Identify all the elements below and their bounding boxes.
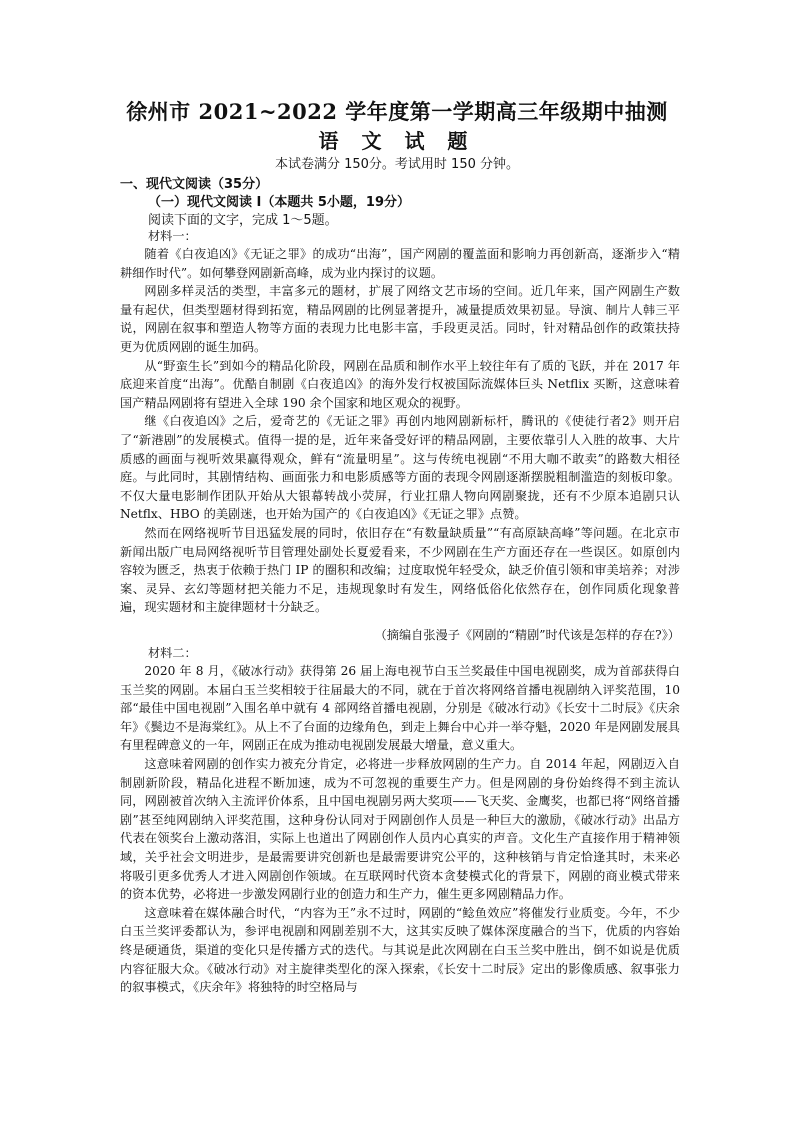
- material-one-paragraph: 随着《白夜追凶》《无证之罪》的成功“出海”，国产网剧的覆盖面和影响力再创新高，逐渐步入“精耕细作时代”。如何攀登网剧新高峰，成为业内探讨的议题。: [120, 247, 680, 280]
- section-heading: 一、现代文阅读（35分）: [120, 177, 269, 192]
- material-two-paragraph: 这意味着在媒体融合时代，“内容为王”永不过时，网剧的“鲶鱼效应”将催发行业质变。今年，不少白玉兰奖评委都认为，参评电视剧和网剧差别不大，这其实反映了媒体深度融合的当下，优质的内容始终是硬通货，渠道的变化只是传播方式的迭代。与其说是此次网剧在白玉兰奖中胜出，倒不如说是优质内容征服大众。《破冰行动》对主旋律类型化的深入探索，《长安十二时辰》定出的影像质感、叙事张力的叙事模式，《庆余年》将独特的时空格局与: [120, 905, 680, 995]
- material-one-paragraph: 然而在网络视听节目迅猛发展的同时，依旧存在“有数量缺质量”“有高原缺高峰”等问题。在北京市新闻出版广电局网络视听节目管理处副处长夏爱看来，不少网剧在生产方面还存在一些误区。如原创内容较为匮乏，热衷于依赖于热门 IP 的圈积和改编；过度取悦年轻受众，缺乏价值引领和审美培养；对涉案、灵异、玄幻等题材把关能力不足，违规现象时有发生，网络低俗化依然存在，创作同质化现象普遍，现实题材和主旋律题材十分缺乏。: [120, 525, 680, 615]
- exam-title: 徐州市 2021~2022 学年度第一学期高三年级期中抽测: [126, 99, 668, 124]
- material-one-paragraph: 继《白夜追凶》之后，爱奇艺的《无证之罪》再创内地网剧新标杆，腾讯的《使徒行者2》则开启了“新港剧”的发展模式。值得一提的是，近年来备受好评的精品网剧，主要依靠引人入胜的故事、大片质感的画面与视听效果赢得观众，鲜有“流量明星”。这与传统电视剧“不用大咖不敢卖”的路数大相径庭。与此同时，其剧情结构、画面张力和电影质感等方面的表现令网剧逐渐摆脱粗制滥造的刻板印象。不仅大量电影制作团队开始从大银幕转战小荧屏，行业扛鼎人物向网剧聚拢，还有不少原本追剧只认 Netflx、HBO 的美剧迷，也开始为国产的《白夜追凶》《无证之罪》点赞。: [120, 414, 680, 522]
- material-two-label: 材料二：: [148, 646, 197, 660]
- material-two-body: [120, 662, 680, 997]
- material-two-paragraph: 这意味着网剧的创作实力被充分肯定，必将进一步释放网剧的生产力。自 2014 年起，网剧迈入自制剧新阶段，精品化进程不断加速，成为不可忽视的重要生产力。但是网剧的身份始终得不到主流认同，网剧被首次纳入主流评价体系，且中国电视剧另两大奖项——飞天奖、金鹰奖，也都已将“网络首播剧”甚至纯网剧纳入评奖范围，这种身份认同对于网剧创作人员是一种巨大的激励，《破冰行动》出品方代表在领奖台上激动落泪，实际上也道出了网剧创作人员内心真实的声音。文化生产直接作用于精神领域，关乎社会文明进步，是最需要讲究创新也是最需要讲究公平的，这种核销与肯定恰逢其时，未来必将吸引更多优秀人才进入网剧创作领域。在互联网时代资本贪婪模式化的背景下，网剧的商业模式带来的资本优势，必将进一步激发网剧行业的创造力和生产力，催生更多网剧精品力作。: [120, 756, 680, 902]
- material-one-source: （摘编自张漫子《网剧的“精剧”时代该是怎样的存在?》）: [374, 628, 680, 642]
- reading-instruction: 阅读下面的文字，完成 1～5题。: [148, 213, 338, 228]
- material-one-label: 材料一：: [148, 229, 197, 243]
- subsection-heading: （一）现代文阅读 I（本题共 5小题，19分）: [148, 195, 411, 210]
- material-one-paragraph: 网剧多样灵活的类型，丰富多元的题材，扩展了网络文艺市场的空间。近几年来，国产网剧生产数量有起伏，但类型题材得到拓宽，精品网剧的比例显著提升，减量提质效果初显。导演、制片人韩三平说，网剧在叙事和塑造人物等方面的表现力比电影丰富，手段更灵活。同时，针对精品创作的政策扶持更为优质网剧的诞生加码。: [120, 284, 680, 354]
- exam-info: 本试卷满分 150分。考试用时 150 分钟。: [274, 157, 520, 172]
- material-two-paragraph: 2020 年 8 月，《破冰行动》获得第 26 届上海电视节白玉兰奖最佳中国电视剧奖，成为首部获得白玉兰奖的网剧。本届白玉兰奖相较于往届最大的不同，就在于首次将网络首播电视剧纳入评奖范围，10 部“最佳中国电视剧”入围名单中就有 4 部网络首播电视剧，分别是《破冰行动》《长安十二时辰》《庆余年》《鬓边不是海棠红》。从上不了台面的边缘角色，到走上舞台中心并一举夺魁，2020 年是网剧发展具有里程碑意义的一年，网剧正在成为推动电视剧发展最大增量，意义重大。: [120, 664, 680, 753]
- material-one-paragraph: 从“野蛮生长”到如今的精品化阶段，网剧在品质和制作水平上较往年有了质的飞跃，并在 2017 年底迎来首度“出海”。优酷自制剧《白夜追凶》的海外发行权被国际流媒体巨头 Netflix 买断，这意味着国产精品网剧将有望进入全球 190 余个国家和地区观众的视野。: [120, 358, 680, 410]
- material-one-body: [120, 245, 680, 617]
- exam-subtitle: 语 文 试 题: [318, 129, 476, 153]
